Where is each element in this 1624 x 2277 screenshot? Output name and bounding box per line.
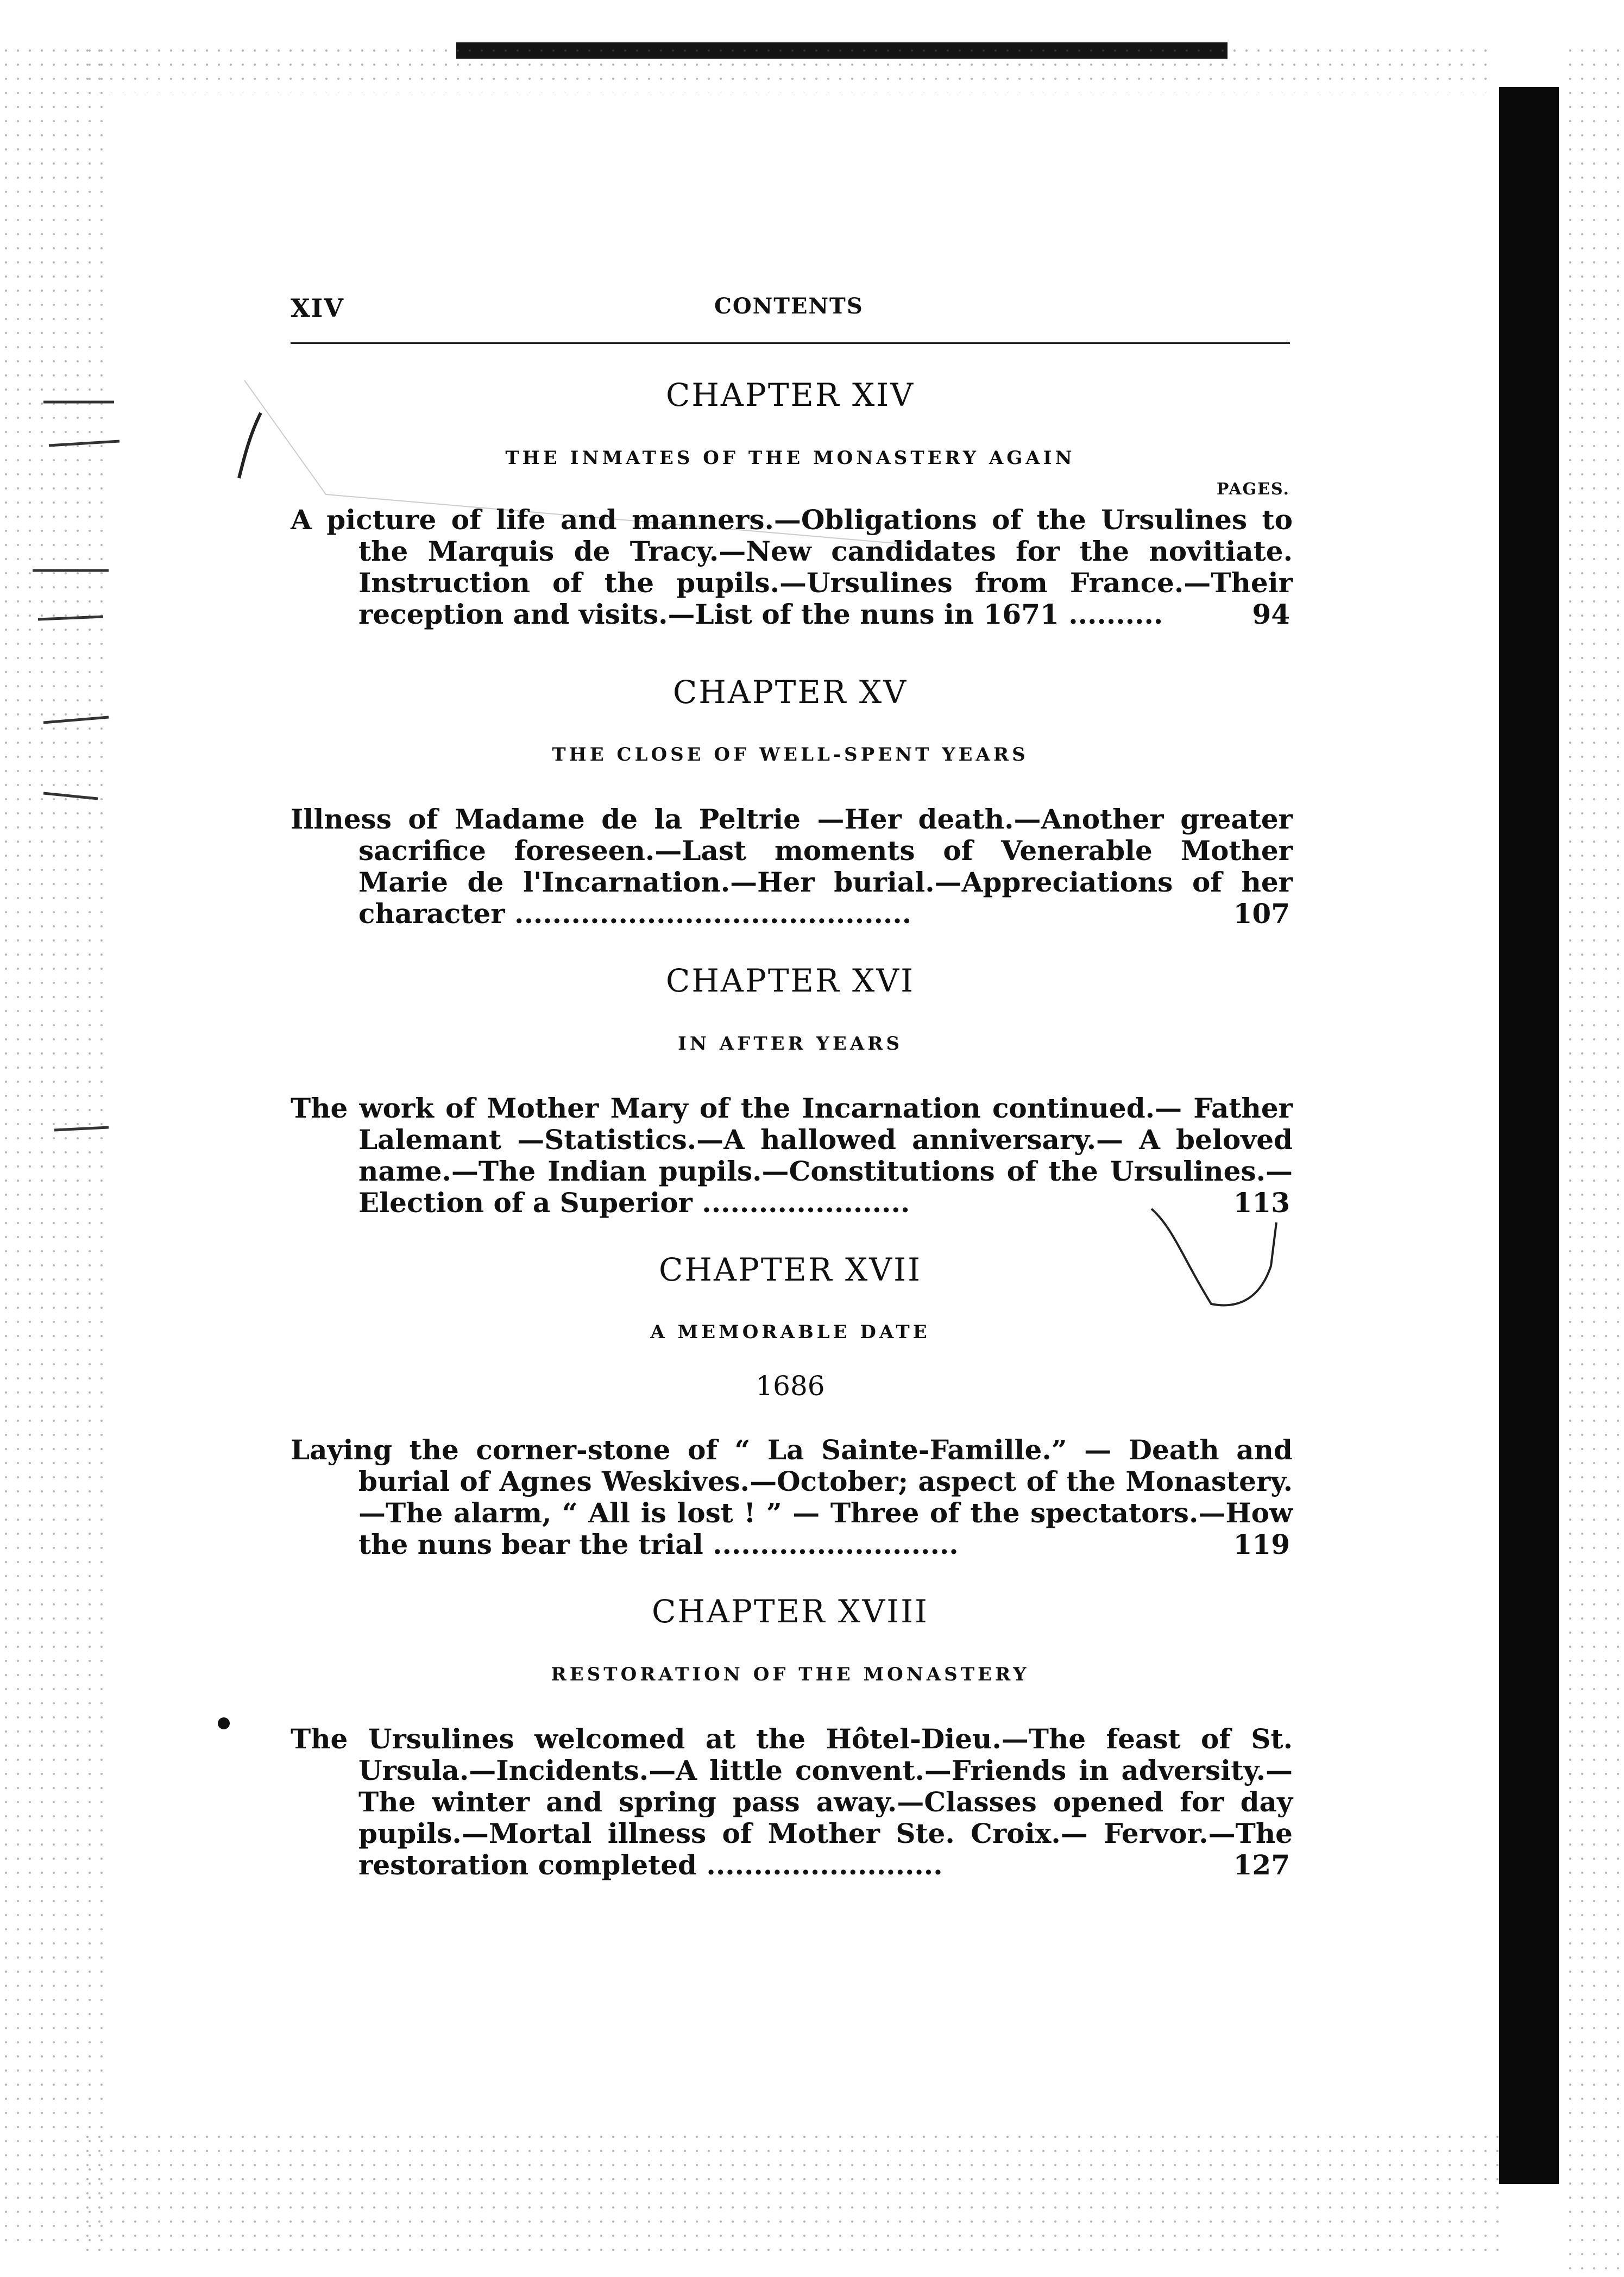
chapter-entry [291,503,1293,630]
contents-page [291,293,1293,1881]
chapter-page-number: 119 [1233,1528,1290,1561]
chapter-subtitle: THE CLOSE OF WELL-SPENT YEARS [552,744,1029,766]
chapter-title: CHAPTER XIV [665,377,915,413]
running-head-rule [291,342,1290,344]
chapter-section-xviii [291,1593,1293,1881]
chapter-section-xvi [291,962,1293,1219]
chapter-subtitle: A MEMORABLE DATE [650,1321,930,1344]
chapter-page-number: 113 [1233,1186,1290,1219]
page-folio: XIV [291,293,344,323]
chapter-section-xiv [291,377,1293,630]
running-head-title: CONTENTS [714,293,864,319]
chapter-entry [291,803,1293,930]
chapter-summary: A picture of life and manners.—Obligations of the Ursulines to the Marquis de Tracy.—New candidates for the novitiate. Instruction of the pupils.—Ursulines from France.—Their reception and visits.—List of the nuns in 1671 .......... [291,503,1293,630]
chapter-entry [291,1722,1293,1881]
chapter-title: CHAPTER XVII [659,1251,922,1288]
pages-column-label: PAGES. [1216,479,1290,499]
chapter-summary: The work of Mother Mary of the Incarnation continued.— Father Lalemant —Statistics.—A hallowed anniversary.— A beloved name.—The Indian pupils.—Constitutions of the Ursulines.—Election of a Superior ...................... [291,1092,1293,1219]
chapter-page-number: 94 [1252,598,1290,630]
chapter-entry [291,1092,1293,1219]
chapter-summary: The Ursulines welcomed at the Hôtel-Dieu.—The feast of St. Ursula.—Incidents.—A little convent.—Friends in adversity.—The winter and spring pass away.—Classes opened for day pupils.—Mortal illness of Mother Ste. Croix.— Fervor.—The restoration completed ......................... [291,1722,1293,1881]
chapter-section-xvii [291,1251,1293,1561]
chapter-title: CHAPTER XVIII [652,1593,929,1630]
chapter-summary: Laying the corner-stone of “ La Sainte-Famille.” — Death and burial of Agnes Weskives.—October; aspect of the Monastery.—The alarm, “ All is lost ! ” — Three of the spectators.—How the nuns bear the trial .......................... [291,1434,1293,1561]
chapter-page-number: 107 [1233,898,1290,930]
chapter-year: 1686 [756,1370,825,1402]
chapter-subtitle: RESTORATION OF THE MONASTERY [551,1663,1030,1685]
chapter-subtitle: THE INMATES OF THE MONASTERY AGAIN [505,447,1075,469]
running-head [291,293,1290,331]
chapter-subtitle: IN AFTER YEARS [677,1032,903,1055]
chapter-summary: Illness of Madame de la Peltrie —Her death.—Another greater sacrifice foreseen.—Last moments of Venerable Mother Marie de l'Incarnation.—Her burial.—Appreciations of her character .......................................... [291,803,1293,930]
chapter-title: CHAPTER XV [672,673,908,711]
chapter-page-number: 127 [1233,1848,1290,1881]
chapter-entry [291,1434,1293,1561]
chapter-section-xv [291,673,1293,930]
chapter-title: CHAPTER XVI [665,962,915,1000]
